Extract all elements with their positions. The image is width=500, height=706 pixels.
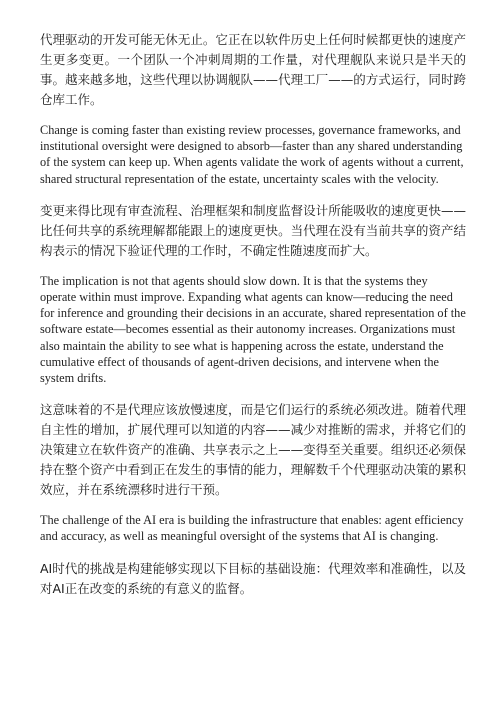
paragraph-zh-3: 这意味着的不是代理应该放慢速度，而是它们运行的系统必须改进。随着代理自主性的增加，扩展代理可以知道的内容——减少对推断的需求，并将它们的决策建立在软件资产的准确、共享表示之上——变得至关重要。组织还必须保持在整个资产中看到正在发生的事情的能力，理解数千个代理驱动决策的累积效应，并在系统漂移时进行干预。 [40, 402, 466, 498]
paragraph-en-1: Change is coming faster than existing review processes, governance frameworks, and institutional oversight were designed to absorb—faster than any shared understanding of the system can keep up. When agents validate the work of agents without a current, shared structural representation of the estate, uncertainty scales with the velocity. [40, 123, 464, 186]
paragraph-zh-2: 变更来得比现有审查流程、治理框架和制度监督设计所能吸收的速度更快——比任何共享的系统理解都能跟上的速度更快。当代理在没有当前共享的资产结构表示的情况下验证代理的工作时，不确定性随速度而扩大。 [40, 202, 466, 258]
paragraph-zh-1: 代理驱动的开发可能无休无止。它正在以软件历史上任何时候都更快的速度产生更多变更。一个团队一个冲刺周期的工作量，对代理舰队来说只是半天的事。越来越多地，这些代理以协调舰队——代理工厂——的方式运行，同时跨仓库工作。 [40, 32, 466, 107]
paragraph-en-2: The implication is not that agents should slow down. It is that the systems they operate within must improve. Expanding what agents can know—reducing the need for inference and grounding their decisions in an accurate, shared representation of the software estate—becomes essential as their autonomy increases. Organizations must also maintain the ability to see what is happening across the estate, understand the cumulative effect of thousands of agent-driven decisions, and intervene when the system drifts. [40, 273, 466, 386]
document-page [40, 30, 466, 611]
paragraph-en-3: The challenge of the AI era is building the infrastructure that enables: agent efficiency and accuracy, as well as meaningful oversight of the systems that AI is changing. [40, 513, 464, 544]
paragraph-zh-4: AI时代的挑战是构建能够实现以下目标的基础设施：代理效率和准确性，以及对AI正在改变的系统的有意义的监督。 [40, 560, 466, 596]
